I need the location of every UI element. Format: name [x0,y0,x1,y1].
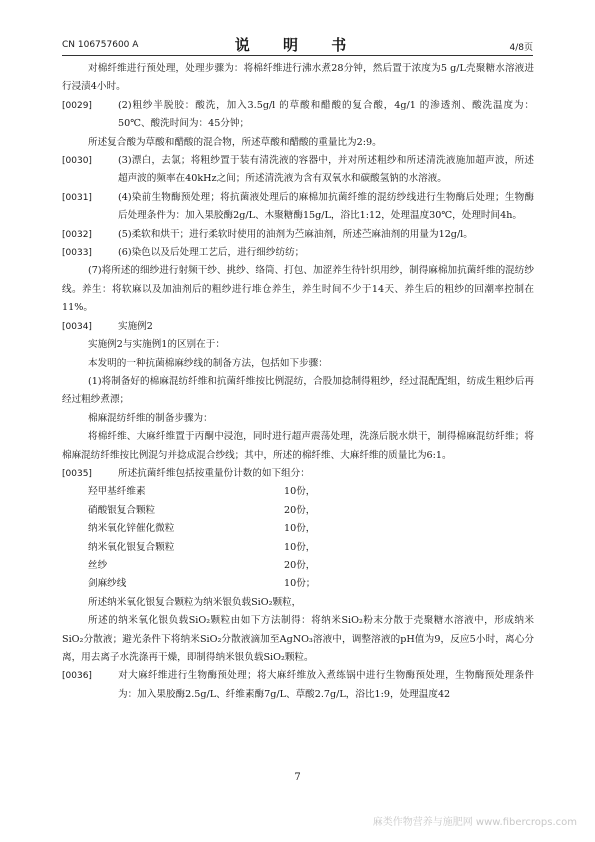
paragraph-text: (4)染前生物酶预处理；将抗菌液处理后的麻棉加抗菌纤维的混纺纱线进行生物酶后处理；生物酶后处理条件为：加入果胶酶2g/L、木聚糖酶15g/L，浴比1:12，处理温度30℃，处理时间4h。 [118,191,534,222]
page-header [62,34,533,54]
paragraph-number: [0029] [62,100,92,111]
paragraph-number: [0033] [62,248,92,259]
component-amount: 10份， [284,486,316,498]
component-amount: 10份， [284,541,316,553]
numbered-paragraph [62,318,534,336]
component-name: 硝酸银复合颗粒 [88,504,156,516]
component-amount: 10份， [284,523,316,535]
paragraph: (7)将所述的细纱进行射频干纱、挑纱、络筒、打包、加涩养生待针织用纱，制得麻棉加抗菌纤维的混纺纱线。养生：将软麻以及加油剂后的粗纱进行堆仓养生，养生时间不少于14天、养生后的粗纱的回潮率控制在11%。 [62,265,534,314]
paragraph-number: [0034] [62,321,92,332]
paragraph: 实施例2与实施例1的区别在于： [88,339,225,351]
numbered-paragraph [62,465,534,483]
paragraph-number: [0036] [62,671,92,682]
section-heading: 实施例2 [118,320,153,332]
component-row [88,520,315,538]
paragraph: 棉麻混纺纤维的制备步骤为： [88,412,213,424]
component-amount: 20份， [284,559,316,571]
header-rule [62,55,533,56]
paragraph-text: (6)染色以及后处理工艺后，进行细纱纺纺； [118,247,305,259]
component-name: 羟甲基纤维素 [88,486,146,498]
component-amount: 20份， [284,504,316,516]
component-row [88,502,315,520]
numbered-paragraph [62,97,534,134]
paragraph-text: 所述抗菌纤维包括按重量份计数的如下组分： [118,467,310,479]
paragraph: (1)将制备好的棉麻混纺纤维和抗菌纤维按比例混纺，合股加捻制得粗纱，经过混配配组，纺成生粗纱后再经过粗纱煮漂； [62,375,534,406]
numbered-paragraph [62,667,534,704]
component-amount: 10份； [284,578,316,590]
component-name: 纳米氧化银复合颗粒 [88,541,175,553]
document-title: 说 明 书 [234,36,361,54]
numbered-paragraph [62,226,534,244]
paragraph: 本发明的一种抗菌棉麻纱线的制备方法，包括如下步骤： [88,357,328,369]
component-row [88,575,315,593]
component-row [88,539,315,557]
numbered-paragraph [62,189,534,226]
paragraph-text: (2)粗纱半脱胶：酸洗，加入3.5g/l 的草酸和醋酸的复合酸，4g/1 的渗透剂、酸洗温度为：50℃、酸洗时间为：45分钟； [118,99,534,130]
page-count: 4/8页 [509,43,533,53]
component-name: 丝纱 [88,559,108,571]
paragraph-number: [0030] [62,156,92,167]
paragraph-text: 对大麻纤维进行生物酶预处理；将大麻纤维放入煮练锅中进行生物酶预处理，生物酶预处理条件为：加入果胶酶2.5g/L、纤维素酶7g/L、草酸2.7g/L，浴比1:9，处理温度42 [118,670,534,700]
component-name: 剑麻纱线 [88,578,127,590]
paragraph: 对棉纤维进行预处理，处理步骤为：将棉纤维进行沸水煮28分钟，然后置于浓度为5 g/L壳聚糖水溶液进行浸渍4小时。 [62,63,534,93]
component-name: 纳米氧化锌催化微粒 [88,523,175,535]
paragraph: 所述纳米氧化银复合颗粒为纳米银负载SiO₂颗粒， [88,596,302,608]
paragraph-number: [0031] [62,192,92,203]
numbered-paragraph [62,152,534,189]
page-number: 7 [294,772,301,783]
component-list [88,483,315,593]
paragraph-text: (3)漂白，去氯；将粗纱置于装有清洗液的容器中，并对所述粗纱和所述清洗液施加超声波，所述超声波的频率在40kHz之间；所述清洗液为含有双氧水和碳酸氢钠的水溶液。 [118,155,534,185]
watermark: 麻类作物营养与施肥网 www.fibercrops.com [372,817,577,828]
paragraph: 所述的纳米氧化银负载SiO₂颗粒由如下方法制得：将纳米SiO₂粉末分散于壳聚糖水溶液中，形成纳米SiO₂分散液；避光条件下将纳米SiO₂分散液滴加至AgNO₃溶液中，调整溶液的pH值为9，反应5小时，离心分离，用去离子水洗涤再干燥，即制得纳米银负载SiO₂颗粒。 [62,615,534,663]
patent-number: CN 106757600 A [62,40,139,50]
paragraph: 将棉纤维、大麻纤维置于丙酮中浸泡，同时进行超声震荡处理，洗涤后脱水烘干，制得棉麻混纺纤维；将棉麻混纺纤维按比例混匀并捻成混合纱线；其中，所述的棉纤维、大麻纤维的质量比为6:1。 [62,431,534,461]
component-row [88,557,315,575]
document-body [62,60,534,704]
paragraph-number: [0035] [62,468,92,479]
numbered-paragraph [62,244,534,262]
paragraph-number: [0032] [62,229,92,240]
paragraph-text: (5)柔软和烘干；进行柔软时使用的油剂为苎麻油剂，所述苎麻油剂的用量为12g/l。 [118,228,473,240]
component-row [88,483,315,501]
paragraph: 所述复合酸为草酸和醋酸的混合物，所述草酸和醋酸的重量比为2:9。 [88,136,382,148]
